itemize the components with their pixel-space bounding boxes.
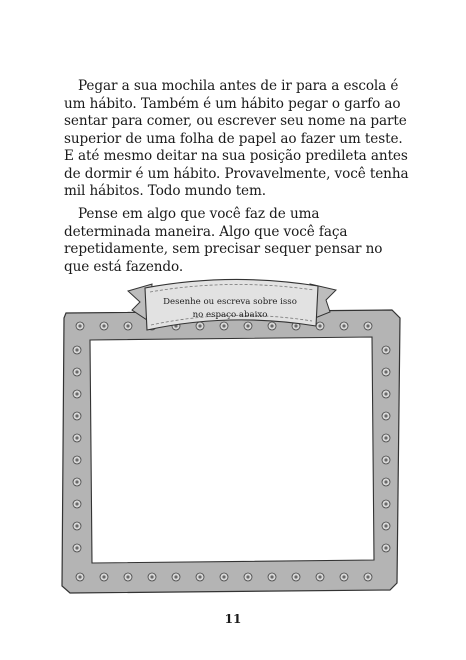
frame-dot-center [384, 502, 387, 505]
frame-dot-center [126, 575, 129, 578]
frame-dot-center [75, 348, 78, 351]
frame-dot-center [222, 575, 225, 578]
frame-dot-center [318, 324, 321, 327]
page-number: 11 [224, 612, 242, 626]
frame-dot-center [246, 324, 249, 327]
frame-dot-center [75, 480, 78, 483]
frame-dot-center [102, 324, 105, 327]
banner-line-2: no espaço abaixo [192, 310, 268, 320]
frame-dot-center [126, 324, 129, 327]
frame-dot-center [384, 524, 387, 527]
frame-dot-center [366, 575, 369, 578]
frame-dot-center [246, 575, 249, 578]
frame-dot-center [75, 546, 78, 549]
frame-dot-center [150, 575, 153, 578]
frame-dot-center [384, 392, 387, 395]
frame-dot-center [384, 546, 387, 549]
frame-dot-center [174, 575, 177, 578]
frame-dot-center [75, 370, 78, 373]
frame-dot-center [75, 436, 78, 439]
frame-dot-center [384, 414, 387, 417]
frame-dot-center [270, 575, 273, 578]
frame-dot-center [294, 575, 297, 578]
frame-dot-center [75, 502, 78, 505]
frame-dot-center [78, 324, 81, 327]
frame-dot-center [342, 324, 345, 327]
frame-dot-center [75, 414, 78, 417]
paragraph-intro: Pegar a sua mochila antes de ir para a escola é um hábito. Também é um hábito pegar o garfo ao sentar para comer, ou escrever seu nome na parte superior de uma folha de papel ao fazer um teste. E até mesmo deitar na sua posição predileta antes de dormir é um hábito. Provavelmente, você tenha mil hábitos. Todo mundo tem. [64, 78, 409, 199]
frame-dot-center [222, 324, 225, 327]
frame-dot-center [318, 575, 321, 578]
frame-dot-center [384, 436, 387, 439]
frame-dot-center [384, 348, 387, 351]
frame-dot-center [270, 324, 273, 327]
frame-dot-center [294, 324, 297, 327]
frame-dot-center [75, 458, 78, 461]
frame-dot-center [342, 575, 345, 578]
frame-dot-center [384, 458, 387, 461]
frame-dot-center [75, 392, 78, 395]
frame-dot-center [78, 575, 81, 578]
frame-dot-center [198, 324, 201, 327]
frame-dot-center [366, 324, 369, 327]
paragraph-prompt: Pense em algo que você faz de uma determinada maneira. Algo que você faça repetidamente, sem precisar sequer pensar no que está fazendo. [64, 206, 383, 275]
frame-dot-center [102, 575, 105, 578]
frame-dot-center [384, 370, 387, 373]
frame-dot-center [198, 575, 201, 578]
frame-dot-center [75, 524, 78, 527]
drawing-area [90, 337, 374, 563]
frame-dot-center [384, 480, 387, 483]
banner-line-1: Desenhe ou escreva sobre isso [163, 297, 297, 307]
